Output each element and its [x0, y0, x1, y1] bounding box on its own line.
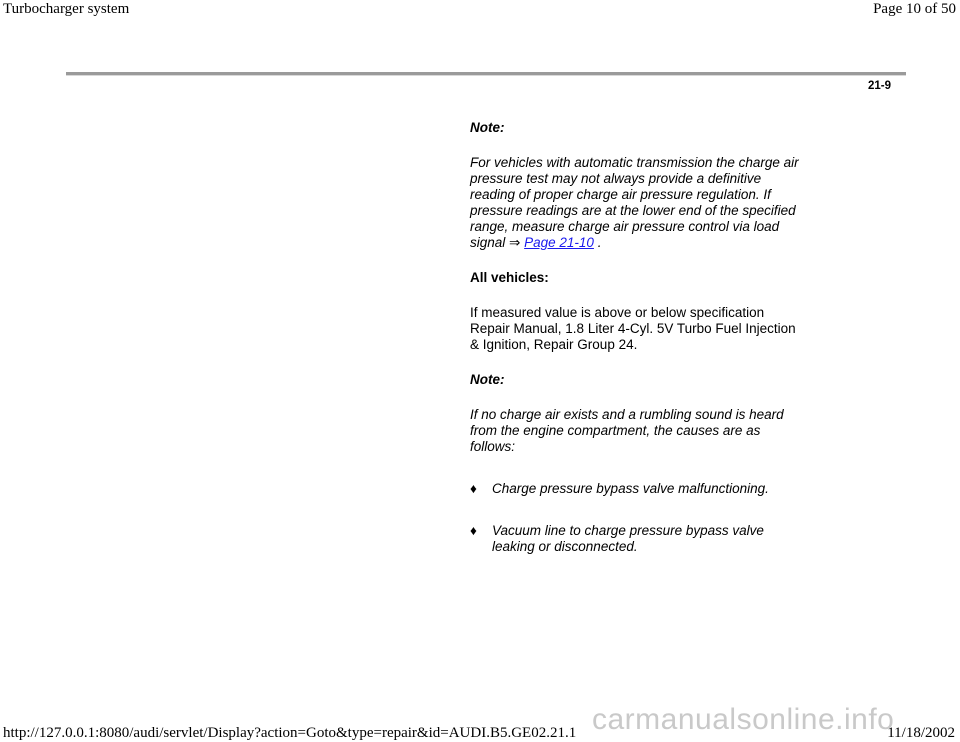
note1-text	[470, 155, 800, 251]
header-divider	[66, 72, 906, 76]
document-title: Turbocharger system	[3, 1, 130, 17]
list-item	[470, 523, 800, 555]
note1-body: For vehicles with automatic transmission the charge air pressure test may not always provide a definitive reading of proper charge air pressure regulation. If pressure readings are at the lower end of the specified range, measure charge air pressure control via load signal	[470, 155, 799, 250]
page-21-10-link[interactable]: Page 21-10	[524, 235, 594, 250]
watermark-logo: carmanualsonline.info	[592, 703, 895, 736]
note2-text: If no charge air exists and a rumbling sound is heard from the engine compartment, the causes are as follows:	[470, 407, 784, 454]
diamond-bullet-icon: ♦	[470, 523, 477, 538]
link-arrow-icon: ⇒	[509, 235, 521, 250]
note1-label: Note:	[470, 120, 505, 135]
list-item	[470, 481, 800, 497]
link-trailing: .	[597, 235, 602, 250]
list-item-text: Charge pressure bypass valve malfunctioning.	[492, 481, 769, 496]
footer-date: 11/18/2002	[887, 725, 955, 741]
all-vehicles-text: If measured value is above or below specification Repair Manual, 1.8 Liter 4-Cyl. 5V Turbo Fuel Injection & Ignition, Repair Group 24.	[470, 305, 796, 352]
section-page-number: 21-9	[868, 80, 892, 92]
diamond-bullet-icon: ♦	[470, 481, 477, 496]
note2-label: Note:	[470, 372, 505, 387]
page-indicator: Page 10 of 50	[873, 1, 956, 17]
all-vehicles-label: All vehicles:	[470, 270, 549, 285]
footer-url: http://127.0.0.1:8080/audi/servlet/Display?action=Goto&type=repair&id=AUDI.B5.GE02.21.1	[3, 725, 577, 741]
list-item-text: Vacuum line to charge pressure bypass valve leaking or disconnected.	[492, 523, 764, 554]
main-content	[470, 120, 800, 555]
